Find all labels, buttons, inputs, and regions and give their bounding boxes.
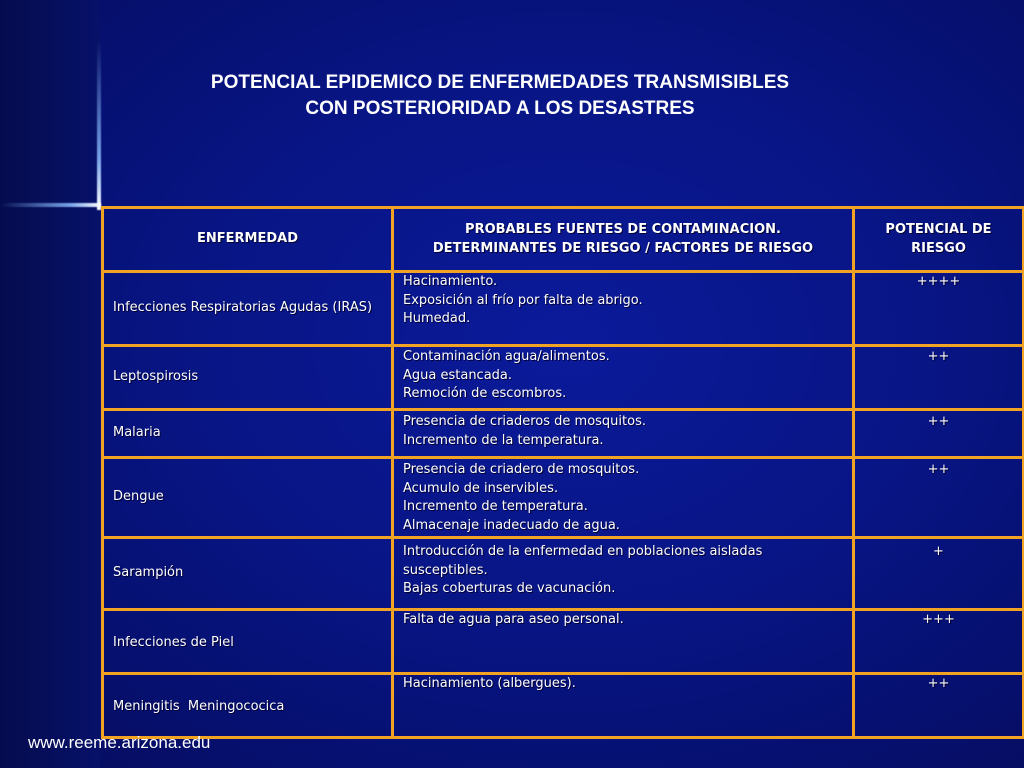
header-risk-potential	[854, 208, 1024, 272]
header-risk-potential-line-1: POTENCIAL DE	[885, 222, 992, 237]
disease-cell: Sarampión	[103, 538, 393, 610]
risk-factor-line: Bajas coberturas de vacunación.	[403, 581, 616, 596]
risk-potential-cell: ++	[854, 458, 1024, 538]
risk-factor-line: Contaminación agua/alimentos.	[403, 349, 610, 364]
disease-cell: Leptospirosis	[103, 346, 393, 410]
header-contamination-sources-line-1: PROBABLES FUENTES DE CONTAMINACION.	[465, 222, 781, 237]
risk-factor-line: Agua estancada.	[403, 367, 513, 383]
header-disease: ENFERMEDAD	[103, 208, 393, 272]
risk-factor-line: Presencia de criaderos de mosquitos.	[403, 414, 646, 429]
slide-left-band	[0, 0, 100, 768]
risk-factor-line: Humedad.	[403, 311, 471, 326]
table-row	[103, 410, 1024, 458]
source-url: www.reeme.arizona.edu	[28, 733, 211, 752]
disease-cell: Meningitis Meningococica	[103, 674, 393, 738]
risk-factor-line: Hacinamiento (albergues).	[403, 676, 576, 691]
disease-cell: Infecciones de Piel	[103, 610, 393, 674]
disease-cell: Dengue	[103, 458, 393, 538]
table-row	[103, 272, 1024, 346]
risk-factors-cell	[393, 458, 854, 538]
slide-title-line-2: CON POSTERIORIDAD A LOS DESASTRES	[305, 98, 695, 119]
disease-cell: Malaria	[103, 410, 393, 458]
table-row	[103, 610, 1024, 674]
header-risk-potential-line-2: RIESGO	[911, 240, 966, 256]
risk-factor-line: Hacinamiento.	[403, 274, 498, 289]
risk-factors-cell	[393, 538, 854, 610]
risk-factor-line: Exposición al frío por falta de abrigo.	[403, 292, 643, 308]
slide-title	[100, 70, 900, 122]
risk-factors-cell	[393, 410, 854, 458]
risk-factor-line: Incremento de la temperatura.	[403, 432, 604, 448]
header-contamination-sources-line-2: DETERMINANTES DE RIESGO / FACTORES DE RIESGO	[432, 240, 814, 256]
table-row	[103, 674, 1024, 738]
decorative-horizontal-glow-line	[0, 203, 101, 207]
disease-risk-table	[101, 206, 1024, 739]
table-row	[103, 458, 1024, 538]
decorative-vertical-glow-line	[97, 40, 101, 210]
risk-factor-line: Presencia de criadero de mosquitos.	[403, 462, 640, 477]
header-contamination-sources	[393, 208, 854, 272]
disease-cell: Infecciones Respiratorias Agudas (IRAS)	[103, 272, 393, 346]
table-row	[103, 538, 1024, 610]
risk-potential-cell: ++	[854, 410, 1024, 458]
risk-factor-line: Acumulo de inservibles.	[403, 480, 559, 496]
risk-factors-cell	[393, 272, 854, 346]
risk-potential-cell: ++	[854, 674, 1024, 738]
risk-potential-cell: ++++	[854, 272, 1024, 346]
risk-potential-cell: ++	[854, 346, 1024, 410]
risk-factor-line: Remoción de escombros.	[403, 386, 567, 401]
risk-factors-cell	[393, 346, 854, 410]
risk-potential-cell: +++	[854, 610, 1024, 674]
slide-title-line-1: POTENCIAL EPIDEMICO DE ENFERMEDADES TRANSMISIBLES	[210, 72, 790, 93]
risk-factor-line: Almacenaje inadecuado de agua.	[403, 517, 620, 533]
risk-factor-line: Incremento de temperatura.	[403, 499, 588, 514]
risk-factors-cell	[393, 610, 854, 674]
table-row	[103, 346, 1024, 410]
table-header-row	[103, 208, 1024, 272]
risk-factors-cell	[393, 674, 854, 738]
risk-factor-line: Introducción de la enfermedad en poblaciones aisladas susceptibles.	[403, 544, 763, 578]
risk-factor-line: Falta de agua para aseo personal.	[403, 612, 624, 627]
risk-potential-cell: +	[854, 538, 1024, 610]
